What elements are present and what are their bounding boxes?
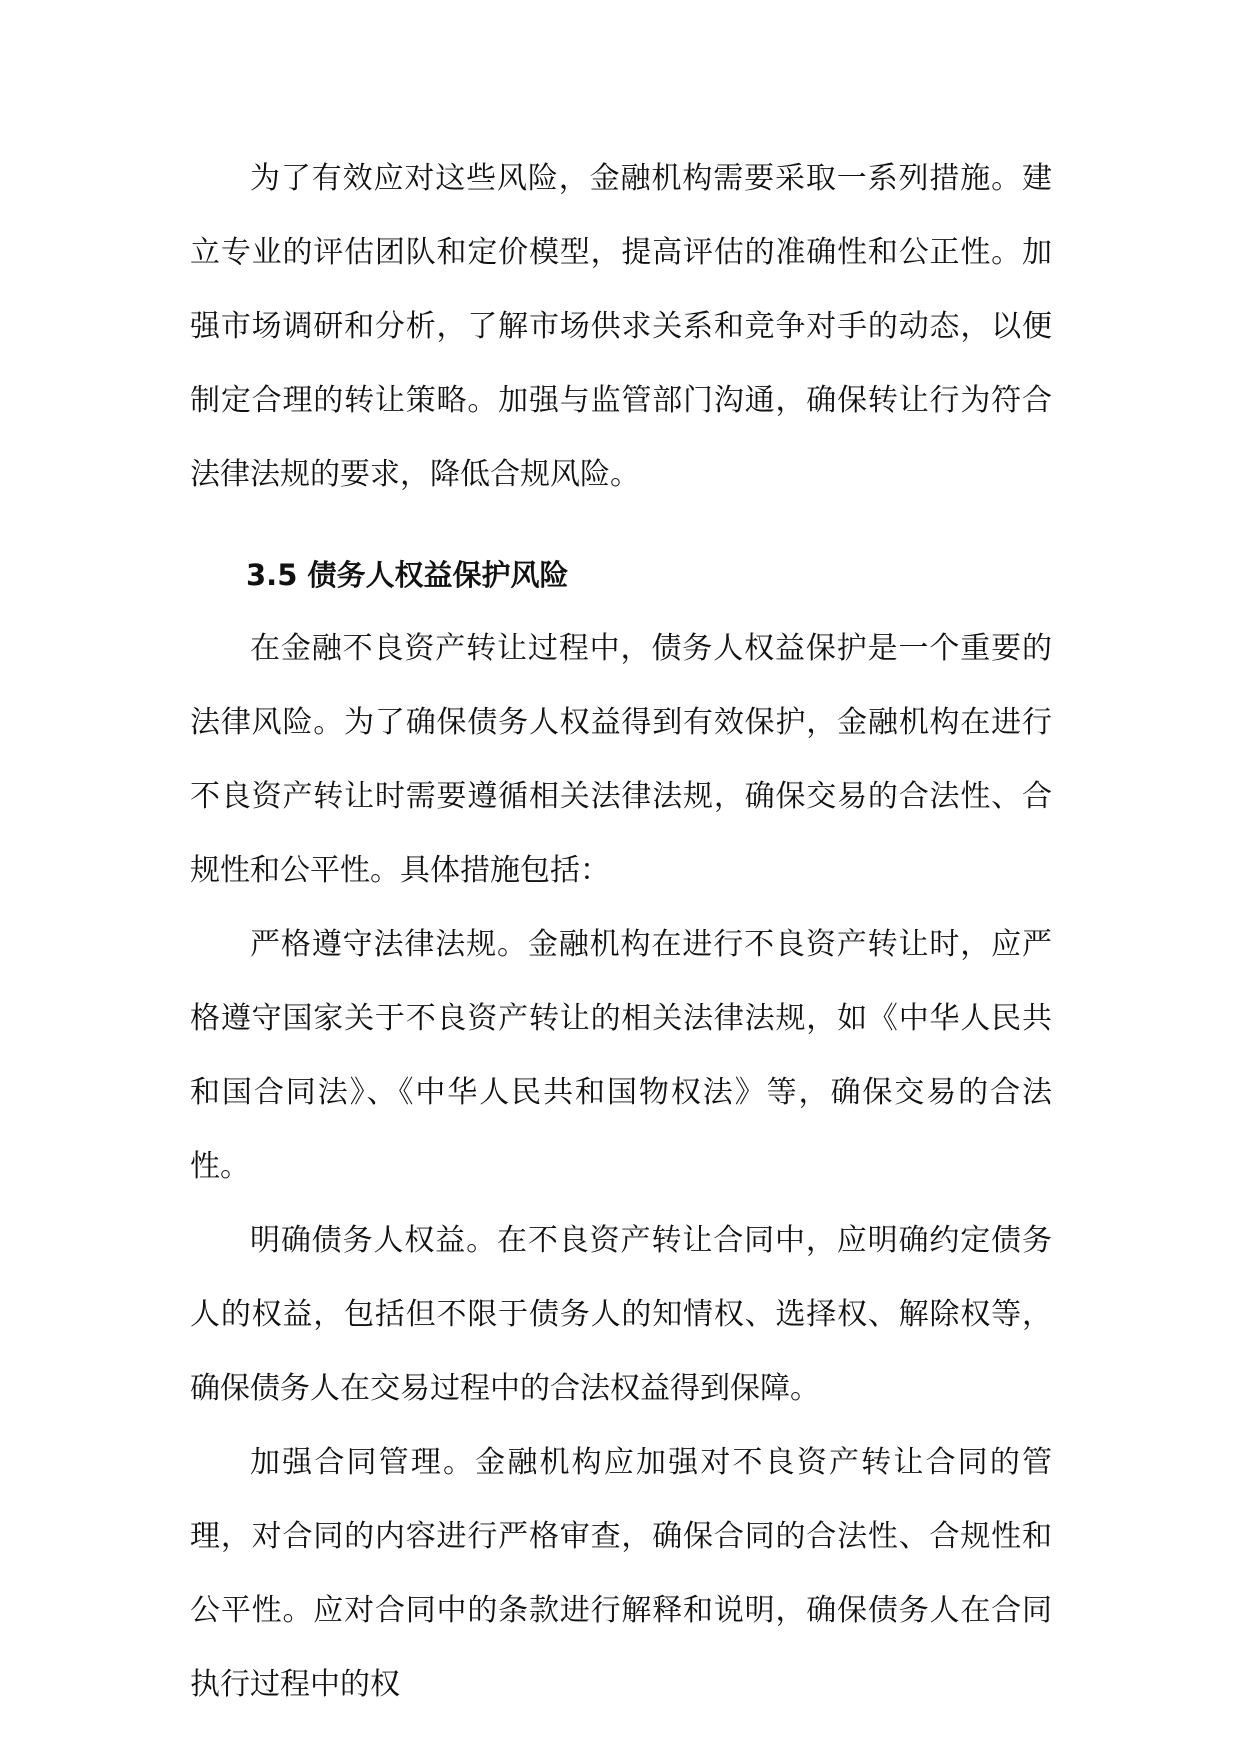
paragraph-clarify-debtor-rights: 明确债务人权益。在不良资产转让合同中，应明确约定债务人的权益，包括但不限于债务人的知情权、选择权、解除权等，确保债务人在交易过程中的合法权益得到保障。 <box>190 1223 1052 1406</box>
document-body <box>190 142 1052 1722</box>
paragraph-risk-measures: 为了有效应对这些风险，金融机构需要采取一系列措施。建立专业的评估团队和定价模型，提高评估的准确性和公正性。加强市场调研和分析，了解市场供求关系和竞争对手的动态，以便制定合理的转让策略。加强与监管部门沟通，确保转让行为符合法律法规的要求，降低合规风险。 <box>190 161 1052 492</box>
paragraph-comply-laws: 严格遵守法律法规。金融机构在进行不良资产转让时，应严格遵守国家关于不良资产转让的相关法律法规，如《中华人民共和国合同法》、《中华人民共和国物权法》等，确保交易的合法性。 <box>190 927 1052 1184</box>
section-heading-3-5: 3.5 债务人权益保护风险 <box>246 558 569 592</box>
paragraph-contract-management: 加强合同管理。金融机构应加强对不良资产转让合同的管理，对合同的内容进行严格审查，确保合同的合法性、合规性和公平性。应对合同中的条款进行解释和说明，确保债务人在合同执行过程中的权 <box>190 1445 1052 1702</box>
paragraph-debtor-rights-intro: 在金融不良资产转让过程中，债务人权益保护是一个重要的法律风险。为了确保债务人权益得到有效保护，金融机构在进行不良资产转让时需要遵循相关法律法规，确保交易的合法性、合规性和公平性。具体措施包括： <box>190 631 1052 888</box>
